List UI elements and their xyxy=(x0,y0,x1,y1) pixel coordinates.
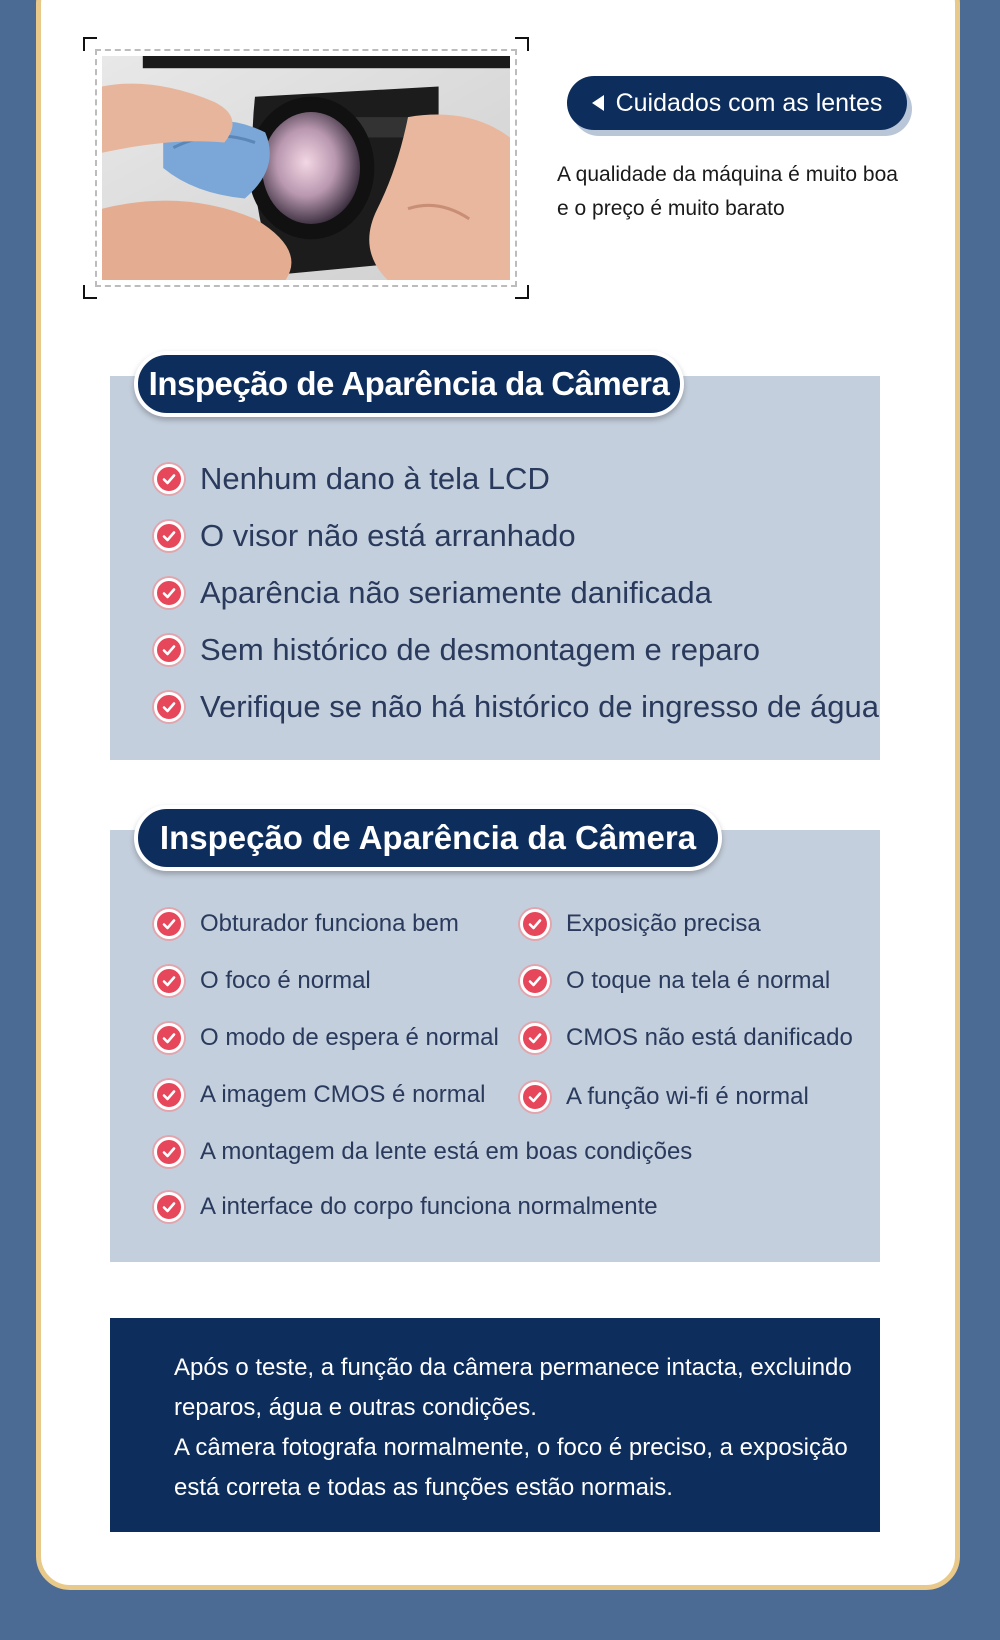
frame-corner xyxy=(515,37,529,51)
list-item xyxy=(154,564,879,621)
check-icon xyxy=(154,635,184,665)
list-item xyxy=(154,450,879,507)
list-item xyxy=(154,621,879,678)
test-result-notice xyxy=(110,1318,880,1532)
lens-care-button[interactable] xyxy=(567,76,907,130)
list-item-label: O foco é normal xyxy=(200,967,371,994)
list-item-label: A imagem CMOS é normal xyxy=(200,1081,486,1108)
list-item xyxy=(154,1080,485,1110)
list-item-label: Sem histórico de desmontagem e reparo xyxy=(200,631,761,667)
list-item-label: Aparência não seriamente danificada xyxy=(200,574,712,610)
appearance-checklist xyxy=(154,450,879,735)
list-item-label: Nenhum dano à tela LCD xyxy=(200,460,550,496)
list-item-label: CMOS não está danificado xyxy=(566,1024,853,1051)
check-icon xyxy=(154,909,184,939)
check-icon xyxy=(520,966,550,996)
notice-line: Após o teste, a função da câmera permanece intacta, excluindo xyxy=(174,1354,852,1381)
check-icon xyxy=(154,578,184,608)
check-icon xyxy=(520,1082,550,1112)
list-item xyxy=(154,1137,692,1167)
list-item-label: O visor não está arranhado xyxy=(200,517,576,553)
frame-corner xyxy=(83,285,97,299)
description-line: e o preço é muito barato xyxy=(557,197,785,220)
list-item-label: A montagem da lente está em boas condições xyxy=(200,1138,693,1165)
list-item-label: A interface do corpo funciona normalmente xyxy=(200,1193,658,1220)
list-item xyxy=(520,966,830,996)
check-icon xyxy=(154,1080,184,1110)
lens-care-label: Cuidados com as lentes xyxy=(615,88,883,117)
list-item xyxy=(154,678,879,735)
lens-photo-frame xyxy=(83,37,529,299)
quality-description xyxy=(557,158,937,226)
check-icon xyxy=(154,966,184,996)
list-item-label: O modo de espera é normal xyxy=(200,1024,499,1051)
caret-left-icon xyxy=(592,95,604,111)
list-item-label: Verifique se não há histórico de ingresso de água xyxy=(200,688,880,724)
section-title: Inspeção de Aparência da Câmera xyxy=(134,351,684,417)
notice-line: está correta e todas as funções estão normais. xyxy=(174,1474,673,1501)
check-icon xyxy=(154,692,184,722)
list-item xyxy=(520,1023,853,1053)
list-item-label: Exposição precisa xyxy=(566,910,761,937)
list-item xyxy=(154,507,879,564)
list-item xyxy=(520,1082,809,1112)
section-title: Inspeção de Aparência da Câmera xyxy=(134,805,722,871)
list-item-label: Obturador funciona bem xyxy=(200,910,459,937)
check-icon xyxy=(520,1023,550,1053)
list-item xyxy=(154,909,459,939)
list-item xyxy=(520,909,761,939)
lens-cleaning-photo xyxy=(95,49,517,287)
check-icon xyxy=(154,1137,184,1167)
check-icon xyxy=(154,1192,184,1222)
list-item xyxy=(154,1192,658,1222)
notice-line: reparos, água e outras condições. xyxy=(174,1394,537,1421)
check-icon xyxy=(154,521,184,551)
check-icon xyxy=(520,909,550,939)
frame-corner xyxy=(515,285,529,299)
notice-line: A câmera fotografa normalmente, o foco é preciso, a exposição xyxy=(174,1434,848,1461)
list-item xyxy=(154,1023,499,1053)
check-icon xyxy=(154,1023,184,1053)
description-line: A qualidade da máquina é muito boa xyxy=(557,163,898,186)
list-item xyxy=(154,966,371,996)
list-item-label: O toque na tela é normal xyxy=(566,967,831,994)
list-item-label: A função wi-fi é normal xyxy=(566,1083,809,1110)
check-icon xyxy=(154,464,184,494)
